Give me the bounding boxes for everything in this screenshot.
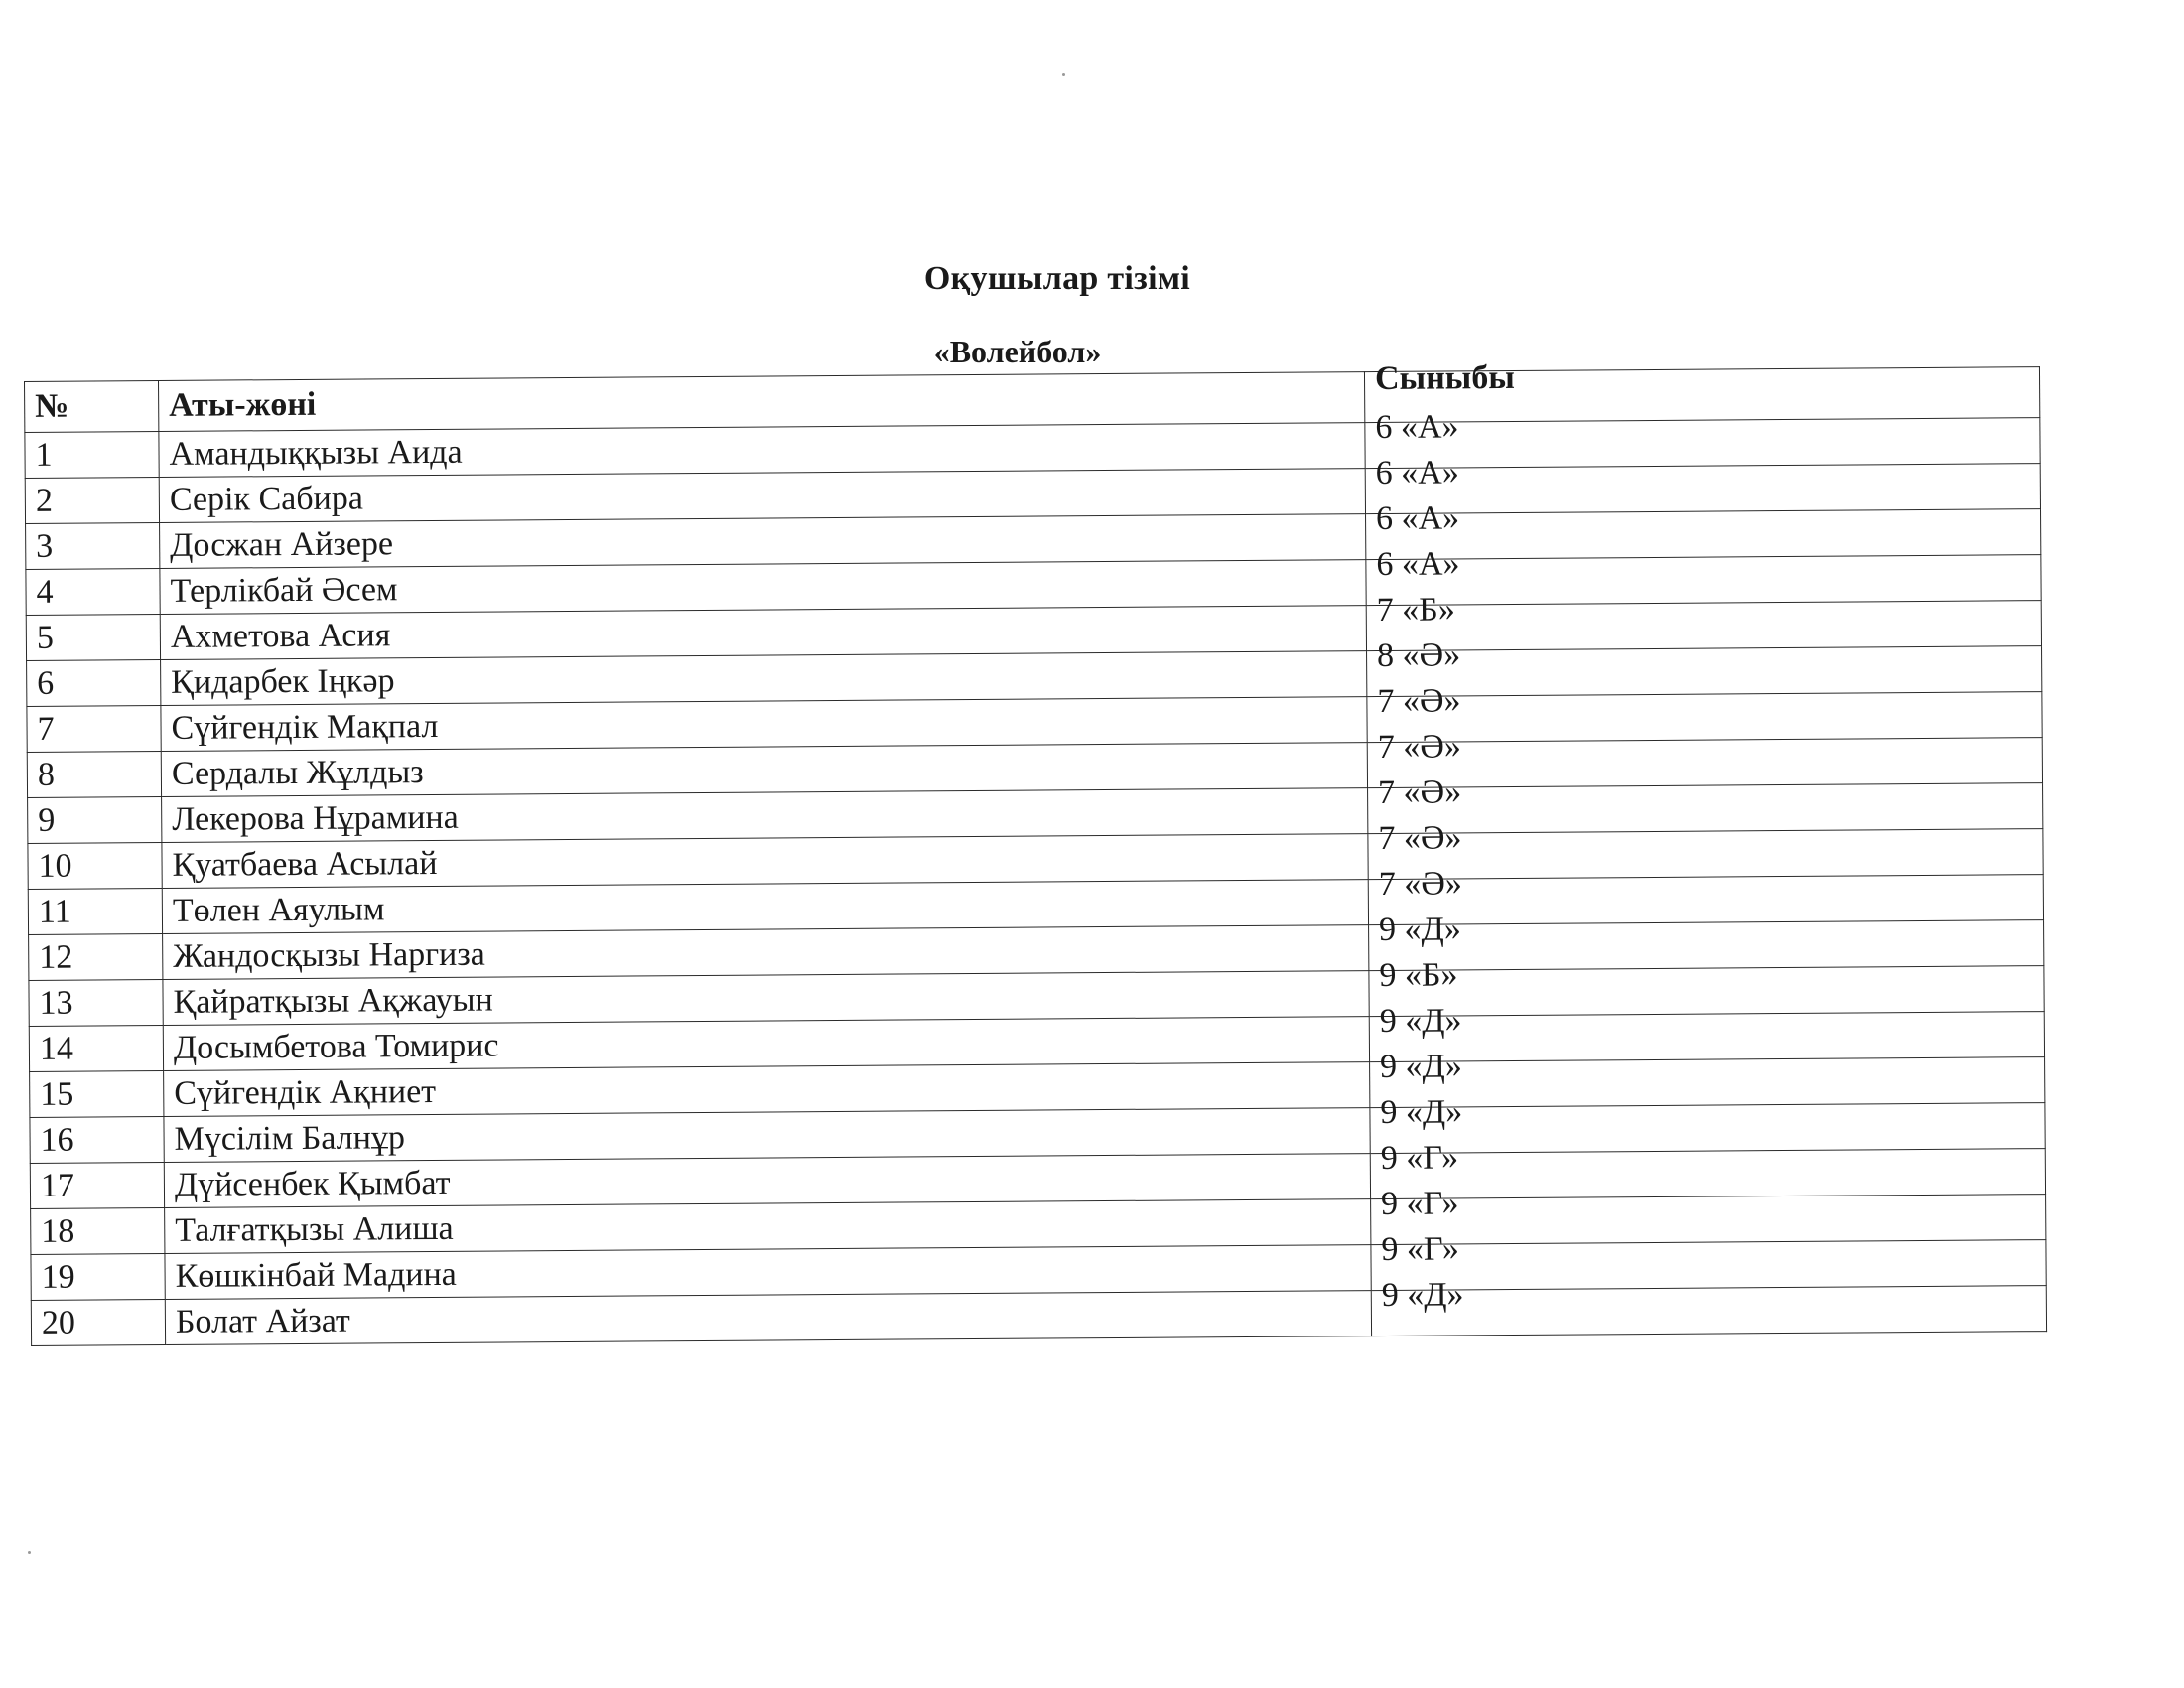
row-class: 9 «Д»: [1380, 1092, 1463, 1131]
row-class-cell: [1367, 681, 2042, 743]
row-class-cell: [1369, 1001, 2044, 1062]
row-class: 6 «А»: [1375, 407, 1459, 446]
header-class-label: Сыныбы: [1374, 358, 1515, 398]
row-student-name: Дүйсенбек Қымбат: [164, 1154, 1370, 1208]
row-number: 17: [30, 1162, 164, 1208]
row-number: 16: [30, 1116, 164, 1163]
row-number: 19: [31, 1253, 165, 1300]
row-class-cell: [1365, 407, 2040, 469]
row-student-name: Мүсілім Балнұр: [164, 1108, 1370, 1163]
row-class-cell: [1366, 498, 2041, 560]
row-class-cell: [1370, 1138, 2045, 1199]
student-table: [24, 358, 2047, 1346]
row-number: 2: [25, 478, 159, 524]
row-student-name: Қайратқызы Ақжауын: [163, 971, 1369, 1026]
row-class: 7 «Ә»: [1377, 681, 1461, 720]
row-student-name: Амандыққызы Аида: [159, 423, 1365, 478]
row-student-name: Қуатбаева Асылай: [162, 834, 1368, 889]
row-class-cell: [1367, 727, 2042, 788]
row-class: 8 «Ә»: [1376, 635, 1461, 674]
row-student-name: Сердалы Жұлдыз: [161, 743, 1367, 797]
row-student-name: Терлікбай Әсем: [160, 560, 1366, 615]
row-student-name: Талғатқызы Алиша: [165, 1199, 1371, 1254]
row-class-cell: [1368, 773, 2043, 834]
row-class-cell: [1365, 453, 2040, 514]
row-number: 7: [27, 705, 161, 752]
row-class-cell: [1369, 910, 2044, 971]
row-number: 12: [29, 933, 163, 980]
row-student-name: Жандосқызы Наргиза: [163, 925, 1369, 980]
row-class-cell: [1369, 955, 2044, 1017]
row-number: 15: [30, 1070, 164, 1117]
row-class: 7 «Ә»: [1377, 773, 1462, 811]
row-class: 9 «Г»: [1380, 1138, 1459, 1177]
row-class: 9 «Б»: [1379, 955, 1458, 994]
row-number: 13: [29, 979, 163, 1026]
row-class: 9 «Д»: [1378, 910, 1461, 948]
row-class-cell: [1370, 1047, 2045, 1108]
row-number: 8: [27, 751, 161, 797]
page-title: Оқушылар тізімі: [923, 260, 1191, 297]
row-student-name: Досжан Айзере: [160, 514, 1366, 569]
row-class: 9 «Д»: [1381, 1275, 1464, 1314]
row-number: 3: [26, 523, 160, 570]
scan-speck: [28, 1551, 31, 1554]
row-class: 9 «Г»: [1380, 1184, 1459, 1222]
row-number: 20: [31, 1299, 165, 1345]
row-student-name: Серік Сабира: [159, 469, 1365, 523]
row-class-cell: [1367, 635, 2042, 697]
row-class: 7 «Ә»: [1378, 864, 1462, 903]
row-number: 6: [27, 659, 161, 706]
scan-speck: [1062, 73, 1065, 76]
header-name: Аты-жөні: [159, 372, 1365, 432]
page-subtitle: «Волейбол»: [933, 334, 1102, 369]
row-student-name: Ахметова Асия: [160, 606, 1366, 660]
row-student-name: Төлен Аяулым: [162, 880, 1368, 934]
row-student-name: Лекерова Нұрамина: [162, 788, 1368, 843]
student-list-sheet: [24, 358, 2046, 1346]
row-student-name: Сүйгендік Ақниет: [164, 1062, 1370, 1117]
row-number: 1: [25, 432, 159, 479]
row-number: 9: [28, 796, 162, 843]
table-body: [25, 407, 2047, 1346]
row-student-name: Қидарбек Іңкәр: [161, 651, 1367, 706]
row-class: 7 «Ә»: [1377, 727, 1461, 766]
row-class-cell: [1371, 1184, 2046, 1245]
row-class-cell: [1366, 544, 2041, 606]
row-number: 5: [26, 615, 160, 661]
header-class: [1364, 358, 2039, 423]
row-number: 18: [31, 1207, 165, 1254]
row-class: 6 «А»: [1375, 453, 1459, 492]
row-class-cell: [1370, 1092, 2045, 1154]
row-student-name: Болат Айзат: [165, 1291, 1371, 1345]
row-number: 10: [28, 842, 162, 889]
row-class: 7 «Б»: [1376, 590, 1455, 629]
row-class-cell: [1366, 590, 2041, 651]
row-student-name: Досымбетова Томирис: [163, 1017, 1369, 1071]
row-class: 9 «Д»: [1379, 1047, 1462, 1085]
row-class: 7 «Ә»: [1378, 818, 1462, 857]
row-student-name: Көшкінбай Мадина: [165, 1245, 1371, 1300]
header-number: №: [25, 381, 159, 433]
row-number: 4: [26, 569, 160, 616]
row-class: 9 «Д»: [1379, 1001, 1462, 1040]
row-class: 9 «Г»: [1381, 1229, 1459, 1268]
row-number: 11: [28, 888, 162, 934]
row-class: 6 «А»: [1375, 498, 1460, 537]
row-class: 6 «А»: [1376, 544, 1460, 583]
row-class-cell: [1368, 818, 2043, 880]
row-class-cell: [1368, 864, 2043, 925]
row-student-name: Сүйгендік Мақпал: [161, 697, 1367, 752]
row-class-cell: [1371, 1229, 2046, 1291]
row-class-cell: [1371, 1275, 2046, 1336]
row-number: 14: [29, 1025, 163, 1071]
